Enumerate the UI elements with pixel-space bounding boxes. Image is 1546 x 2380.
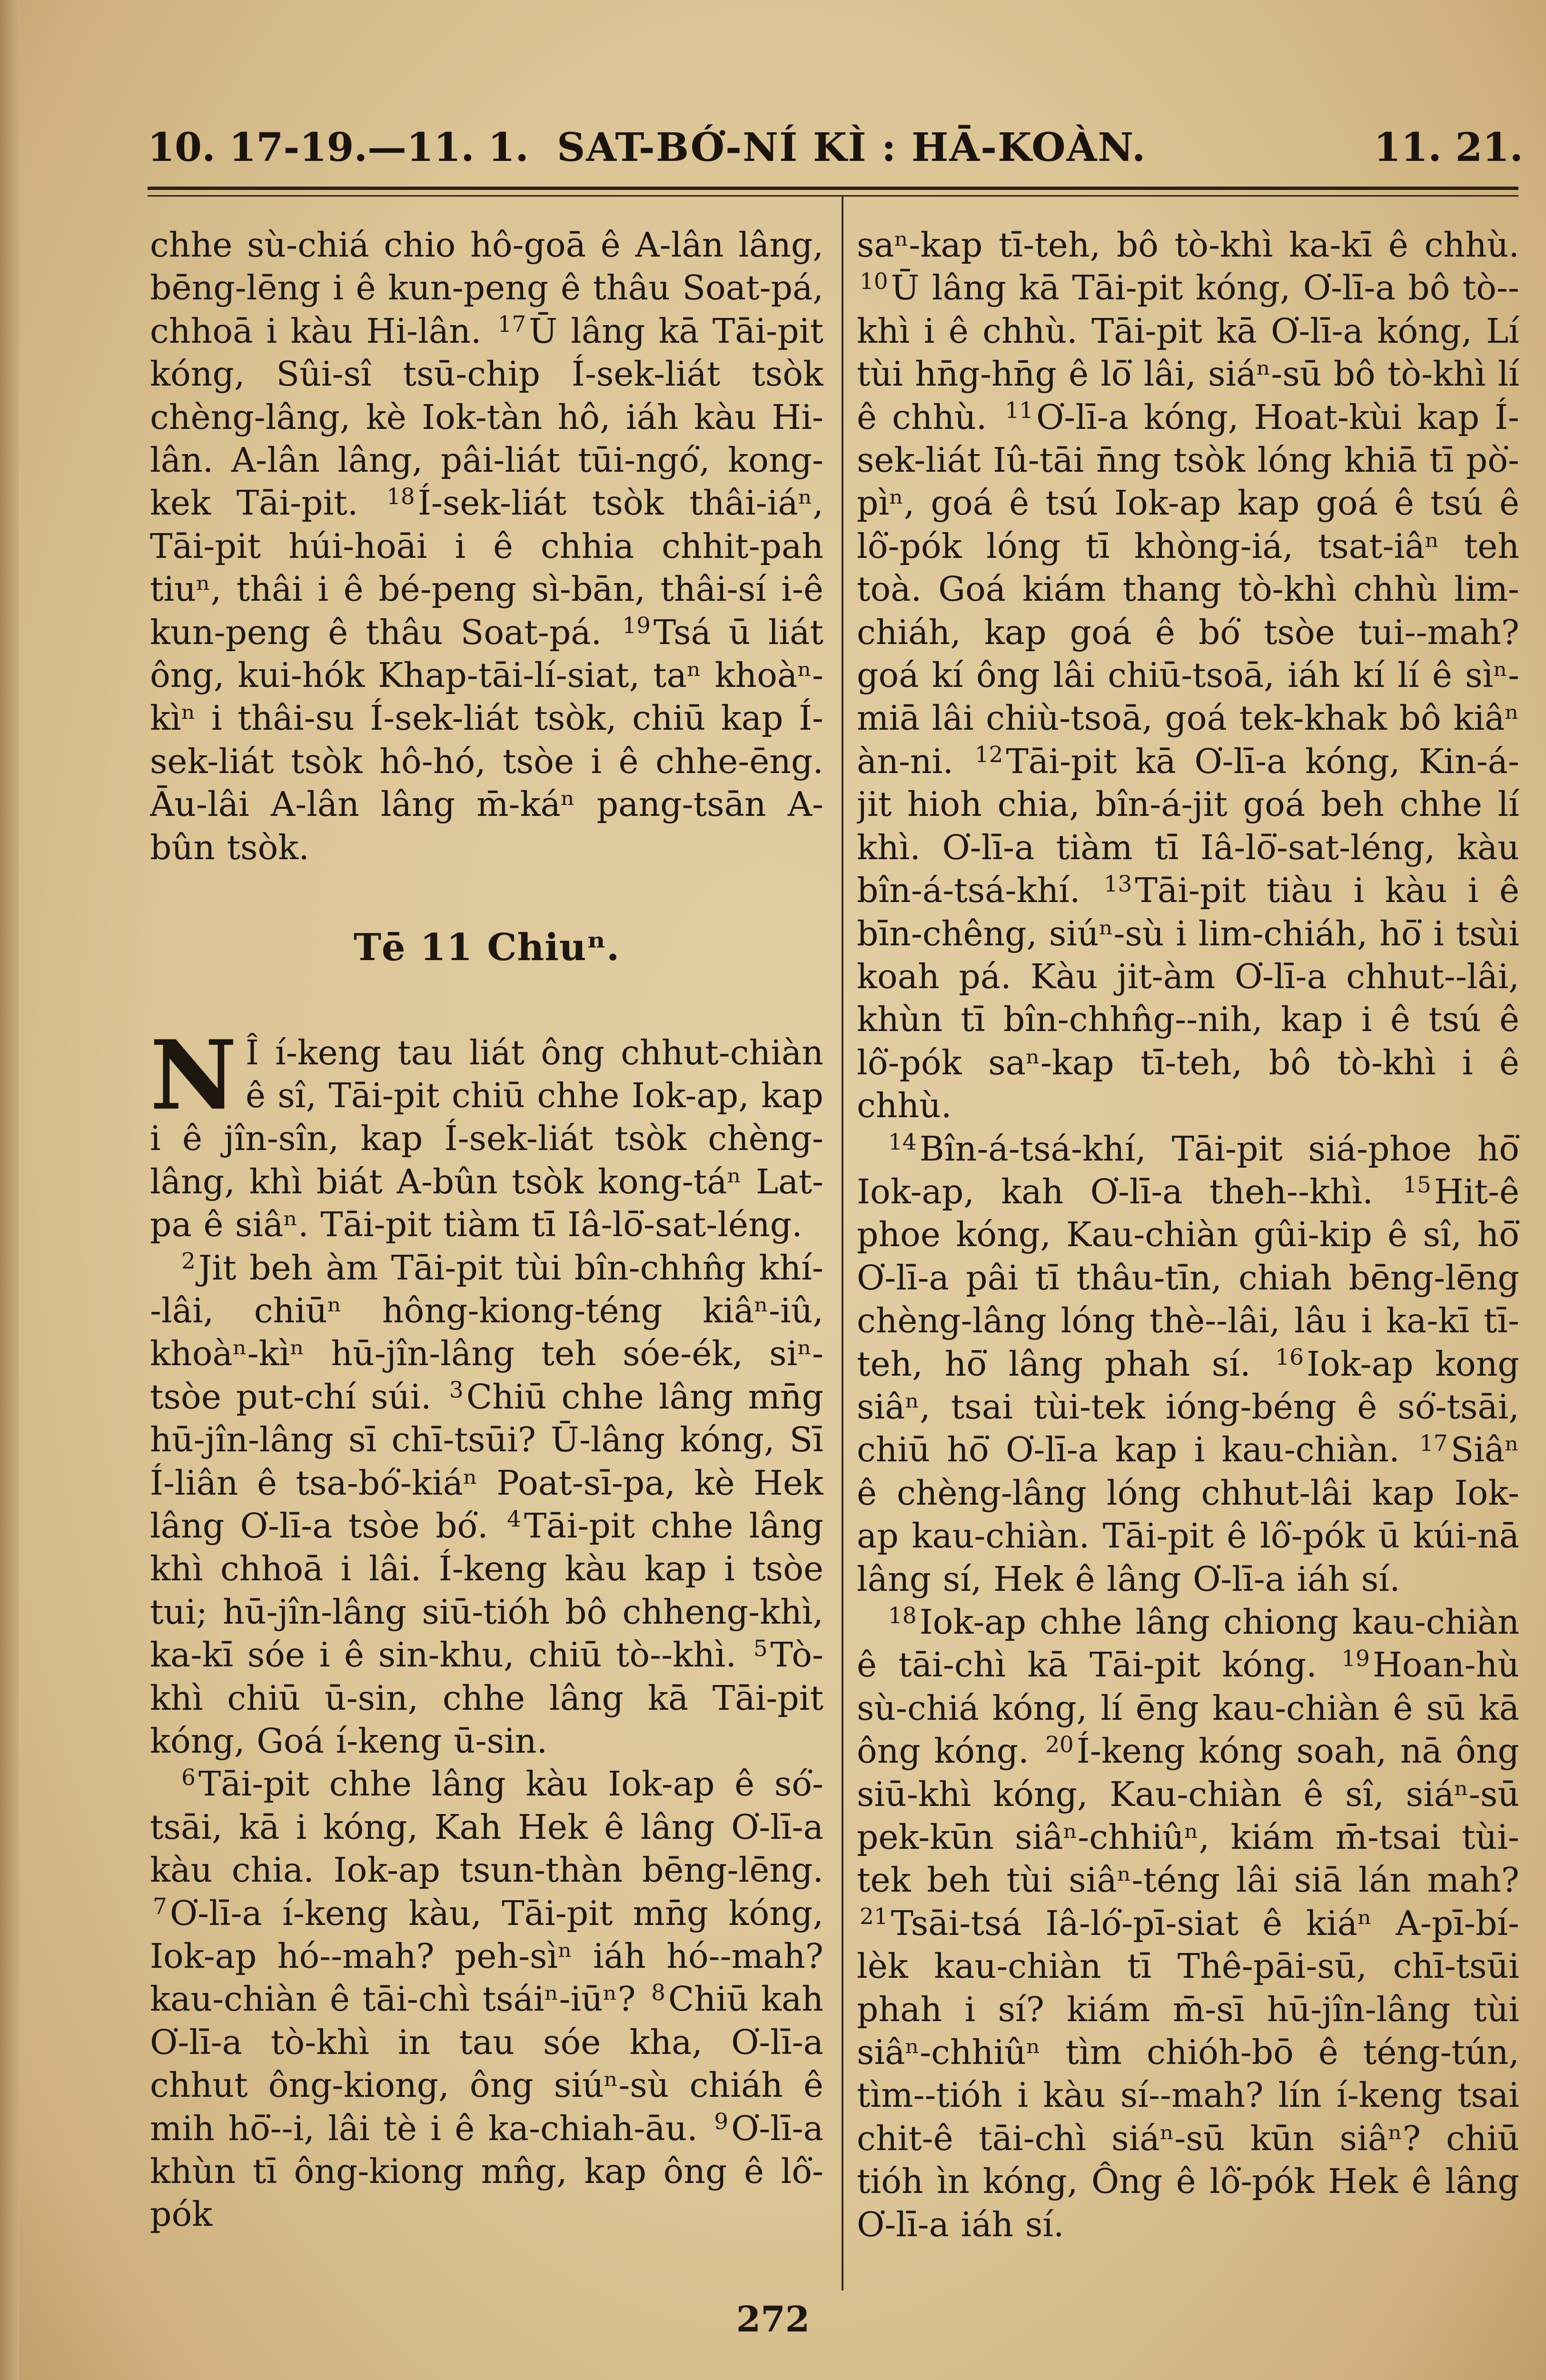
verse-number: 20 [1045, 1732, 1074, 1758]
verse-text: chhe sù-chiá chio hô-goā ê A-lân lâng, bēng-lēng i ê kun-peng ê thâu Soat-pá, chhoā i kàu Hi-lân. [150, 225, 823, 351]
verse-number: 13 [1103, 871, 1132, 897]
verse-text: Ū lâng kā Tāi-pit kóng, O͘-lī-a bô tò--khì i ê chhù. Tāi-pit kā O͘-lī-a kóng, Lí tùi hn̄g-hn̄g ê lō͘ lâi, siáⁿ-sū bô tò-khì lí ê chhù. [857, 268, 1519, 437]
verse-number: 6 [181, 1765, 196, 1791]
verse-text: Tsāi-tsá Iâ-ló͘-pī-siat ê kiáⁿ A-pī-bí-lèk kau-chiàn tī Thê-pāi-sū, chī-tsūi phah i sí? kiám m̄-sī hū-jîn-lâng tùi siâⁿ-chhiûⁿ tìm chióh-bō ê téng-tún, tìm--tióh i kàu sí--mah? lín í-keng tsai chit-ê tāi-chì siáⁿ-sū kūn siâⁿ? chiū tióh ìn kóng, Ông ê lô͘-pók Hek ê lâng O͘-lī-a iáh sí. [857, 1903, 1519, 2244]
verse-number: 15 [1403, 1172, 1431, 1199]
right-column [857, 224, 1519, 2290]
verse-text: O͘-lī-a kóng, Hoat-kùi kap Í-sek-liát Iû-tāi n̄ng tsòk lóng khiā tī pò͘-pìⁿ, goá ê tsú Iok-ap kap goá ê tsú ê lô͘-pók lóng tī khòng-iá, tsat-iâⁿ teh toà. Goá kiám thang tò-khì chhù lim-chiáh, kap goá ê bó͘ tsòe tui--mah? goá kí ông lâi chiū-tsoā, iáh kí lí ê sìⁿ-miā lâi chiù-tsoā, goá tek-khak bô kiâⁿ àn-ni. [857, 397, 1519, 781]
paragraph [857, 224, 1519, 1128]
page-edge [0, 0, 19, 2380]
verse-text: Jit beh àm Tāi-pit tùi bîn-chhn̂g khí--lâi, chiūⁿ hông-kiong-téng kiâⁿ-iû, khoàⁿ-kìⁿ hū-jîn-lâng teh sóe-ék, siⁿ-tsòe put-chí súi. [150, 1248, 823, 1417]
verse-text: O͘-lī-a í-keng kàu, Tāi-pit mn̄g kóng, Iok-ap hó--mah? peh-sìⁿ iáh hó--mah? kau-chiàn ê tāi-chì tsáiⁿ-iūⁿ? [150, 1893, 823, 2019]
header-verse-range-left: 10. 17-19.—11. 1. [148, 125, 529, 170]
verse-text: O͘-lī-a khùn tī ông-kiong mn̂g, kap ông ê lô͘-pók [150, 2108, 823, 2234]
verse-number: 3 [449, 1378, 464, 1404]
left-column [150, 224, 823, 2290]
paragraph [150, 1247, 823, 1763]
header-verse-range-right: 11. 21. [1374, 125, 1523, 170]
column-divider [842, 196, 843, 2291]
chapter-heading: Tē 11 Chiuⁿ. [353, 926, 620, 970]
verse-text: Iok-ap kong siâⁿ, tsai tùi-tek ióng-béng ê só͘-tsāi, chiū hō͘ O͘-lī-a kap i kau-chiàn. [857, 1344, 1519, 1470]
verse-text: saⁿ-kap tī-teh, bô tò-khì ka-kī ê chhù. [857, 225, 1519, 265]
verse-text: Tsá ū liát ông, kui-hók Khap-tāi-lí-siat, taⁿ khoàⁿ-kìⁿ i thâi-su Í-sek-liát tsòk, chiū kap Í-sek-liát tsòk hô-hó, tsòe i ê chhe-ēng. Āu-lâi A-lân lâng m̄-káⁿ pang-tsān A-bûn tsòk. [150, 612, 823, 867]
verse-number: 8 [651, 1980, 665, 2006]
verse-text: Hit-ê phoe kóng, Kau-chiàn gûi-kip ê sî, hō͘ O͘-lī-a pâi tī thâu-tīn, chiah bēng-lēng chèng-lâng lóng thè--lâi, lâu i ka-kī tī-teh, hō͘ lâng phah sí. [857, 1171, 1519, 1384]
verse-number: 19 [1341, 1646, 1370, 1672]
verse-text: Chiū kah O͘-lī-a tò-khì in tau sóe kha, O͘-lī-a chhut ông-kiong, ông siúⁿ-sù chiáh ê mih hō͘--i, lâi tè i ê ka-chiah-āu. [150, 1979, 823, 2148]
verse-number: 7 [153, 1894, 167, 1920]
verse-number: 17 [1419, 1430, 1448, 1457]
verse-text: Chiū chhe lâng mn̄g hū-jîn-lâng sī chī-tsūi? Ū-lâng kóng, Sī Í-liân ê tsa-bó͘-kiáⁿ Poat-sī-pa, kè Hek lâng O͘-lī-a tsòe bó͘. [150, 1377, 823, 1546]
running-header [138, 121, 1528, 178]
verse-text: Í-sek-liát tsòk thâi-iáⁿ, Tāi-pit húi-hoāi i ê chhia chhit-pah tiuⁿ, thâi i ê bé-peng sì-bān, thâi-sí i-ê kun-peng ê thâu Soat-pá. [150, 483, 823, 652]
paragraph [150, 224, 823, 869]
verse-number: 11 [1005, 398, 1034, 424]
verse-number: 21 [860, 1904, 888, 1930]
verse-number: 2 [181, 1249, 196, 1275]
verse-number: 10 [860, 268, 888, 295]
paragraph [857, 1601, 1519, 2246]
drop-cap: N [150, 1019, 237, 1131]
verse-number: 9 [714, 2109, 729, 2135]
verse-text: Tāi-pit chhe lâng khì chhoā i lâi. Í-keng kàu kap i tsòe tui; hū-jîn-lâng siū-tióh bô chheng-khì, ka-kī sóe i ê sin-khu, chiū tò--khì. [150, 1506, 823, 1675]
verse-text: Bîn-á-tsá-khí, Tāi-pit siá-phoe hō͘ Iok-ap, kah O͘-lī-a theh--khì. [857, 1129, 1519, 1211]
verse-number: 4 [506, 1507, 521, 1533]
header-book-title: SAT-BÓ͘-NÍ KÌ : HĀ-KOÀN. [557, 125, 1147, 170]
verse-text: Hoan-hù sù-chiá kóng, lí ēng kau-chiàn ê sū kā ông kóng. [857, 1645, 1519, 1771]
verse-number: 18 [386, 484, 415, 510]
verse-number: 5 [753, 1636, 768, 1662]
verse-text: Iok-ap chhe lâng chiong kau-chiàn ê tāi-chì kā Tāi-pit kóng. [857, 1602, 1519, 1685]
verse-text: Ū lâng kā Tāi-pit kóng, Sûi-sî tsū-chip Í-sek-liát tsòk chèng-lâng, kè Iok-tàn hô, iáh kàu Hi-lân. A-lân lâng, pâi-liát tūi-ngó͘, kong-kek Tāi-pit. [150, 311, 823, 523]
verse-number: 18 [888, 1603, 917, 1629]
verse-number: 16 [1275, 1345, 1304, 1371]
paragraph [857, 1128, 1519, 1601]
verse-text: Tāi-pit tiàu i kàu i ê bīn-chêng, siúⁿ-sù i lim-chiáh, hō͘ i tsùi koah pá. Kàu jit-àm O͘-lī-a chhut--lâi, khùn tī bîn-chhn̂g--nih, kap i ê tsú ê lô͘-pók saⁿ-kap tī-teh, bô tò-khì i ê chhù. [857, 871, 1519, 1126]
verse-text: Siâⁿ ê chèng-lâng lóng chhut-lâi kap Iok-ap kau-chiàn. Tāi-pit ê lô͘-pók ū kúi-nā lâng sí, Hek ê lâng O͘-lī-a iáh sí. [857, 1430, 1519, 1599]
verse-text: Tò-khì chiū ū-sin, chhe lâng kā Tāi-pit kóng, Goá í-keng ū-sin. [150, 1635, 823, 1761]
page-number: 272 [736, 2299, 810, 2340]
verse-number: 19 [622, 613, 651, 639]
verse-number: 12 [974, 742, 1003, 768]
verse-number: 14 [888, 1130, 917, 1156]
header-rule-thin [148, 195, 1518, 197]
header-rule-thick [148, 187, 1518, 190]
verse-text: Tāi-pit chhe lâng kàu Iok-ap ê só͘-tsāi, kā i kóng, Kah Hek ê lâng O͘-lī-a kàu chia. Iok-ap tsun-thàn bēng-lēng. [150, 1764, 823, 1890]
paragraph [150, 1019, 823, 1247]
verse-text: Î í-keng tau liát ông chhut-chiàn ê sî, Tāi-pit chiū chhe Iok-ap, kap i ê jîn-sîn, kap Í-sek-liát tsòk chèng-lâng, khì biát A-bûn tsòk kong-táⁿ Lat-pa ê siâⁿ. Tāi-pit tiàm tī Iâ-lō͘-sat-léng. [150, 1032, 823, 1245]
paragraph [150, 1763, 823, 2236]
verse-text: Í-keng kóng soah, nā ông siū-khì kóng, Kau-chiàn ê sî, siáⁿ-sū pek-kūn siâⁿ-chhiûⁿ, kiám m̄-tsai tùi-tek beh tùi siâⁿ-téng lâi siā lán mah? [857, 1731, 1519, 1900]
verse-text: Tāi-pit kā O͘-lī-a kóng, Kin-á-jit hioh chia, bîn-á-jit goá beh chhe lí khì. O͘-lī-a tiàm tī Iâ-lō͘-sat-léng, kàu bîn-á-tsá-khí. [857, 741, 1519, 911]
verse-number: 17 [497, 312, 526, 338]
